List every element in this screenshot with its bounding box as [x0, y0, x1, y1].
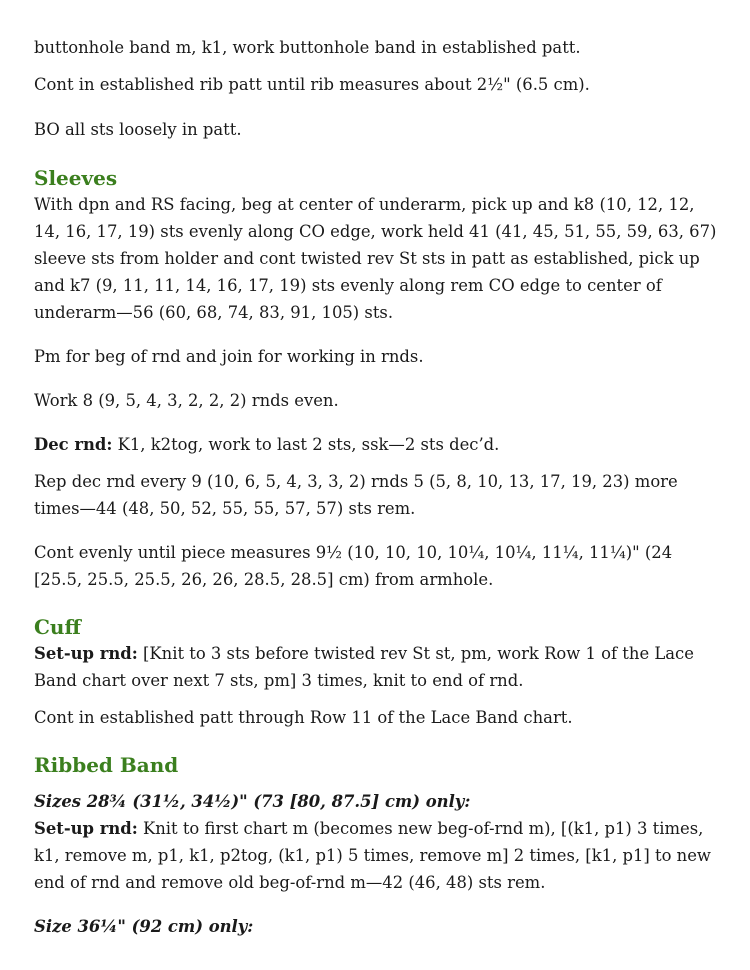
sleeves-paragraph-5: Rep dec rnd every 9 (10, 6, 5, 4, 3, 3, 2) rnds 5 (5, 8, 10, 13, 17, 19, 23) more times—44 (48, 50, 52, 55, 55, 57, 57) sts rem. [34, 472, 678, 518]
cuff-setup-paragraph [34, 640, 724, 694]
sleeves-paragraph-1: With dpn and RS facing, beg at center of underarm, pick up and k8 (10, 12, 12, 14, 16, 17, 19) sts evenly along CO edge, work held 41 (41, 45, 51, 55, 59, 63, 67) sleeve sts from holder and cont twisted rev St sts in patt as established, pick up and k7 (9, 11, 11, 14, 16, 17, 19) sts evenly along rem CO edge to center of underarm—56 (60, 68, 74, 83, 91, 105) sts. [34, 195, 717, 322]
dec-rnd-text: K1, k2tog, work to last 2 sts, ssk—2 sts dec’d. [112, 435, 500, 454]
ribbed-size-label: Size 36¼" (92 cm) only: [34, 917, 254, 936]
intro-paragraph-2: Cont in established rib patt until rib measures about 2½" (6.5 cm). [34, 75, 590, 94]
ribbed-setup-label: Set-up rnd: [34, 819, 138, 838]
sleeves-paragraph-3: Work 8 (9, 5, 4, 3, 2, 2, 2) rnds even. [34, 391, 339, 410]
intro-paragraph-1: buttonhole band m, k1, work buttonhole band in established patt. [34, 38, 581, 57]
sleeves-paragraph-6: Cont evenly until piece measures 9½ (10, 10, 10, 10¼, 10¼, 11¼, 11¼)" (24 [25.5, 25.5, 25.5, 26, 26, 28.5, 28.5] cm) from armhole. [34, 543, 673, 589]
ribbed-sizes-label: Sizes 28¾ (31½, 34½)" (73 [80, 87.5] cm) only: [34, 792, 471, 811]
cuff-paragraph-2: Cont in established patt through Row 11 of the Lace Band chart. [34, 708, 573, 727]
intro-paragraph-3: BO all sts loosely in patt. [34, 120, 242, 139]
dec-rnd-label: Dec rnd: [34, 435, 113, 454]
cuff-setup-text: [Knit to 3 sts before twisted rev St st, pm, work Row 1 of the Lace Band chart over next 7 sts, pm] 3 times, knit to end of rnd. [34, 644, 694, 690]
cuff-setup-label: Set-up rnd: [34, 644, 138, 663]
pattern-page [34, 34, 724, 940]
cuff-heading: Cuff [34, 615, 81, 639]
ribbed-setup-text: Knit to first chart m (becomes new beg-of-rnd m), [(k1, p1) 3 times, k1, remove m, p1, k1, p2tog, (k1, p1) 5 times, remove m] 2 times, [k1, p1] to new end of rnd and remove old beg-of-rnd m—42 (46, 48) sts rem. [34, 819, 711, 892]
dec-rnd-paragraph [34, 431, 724, 458]
ribbed-setup-paragraph [34, 815, 724, 896]
sleeves-heading: Sleeves [34, 166, 118, 190]
sleeves-paragraph-2: Pm for beg of rnd and join for working in rnds. [34, 347, 424, 366]
ribbed-band-heading: Ribbed Band [34, 753, 179, 777]
